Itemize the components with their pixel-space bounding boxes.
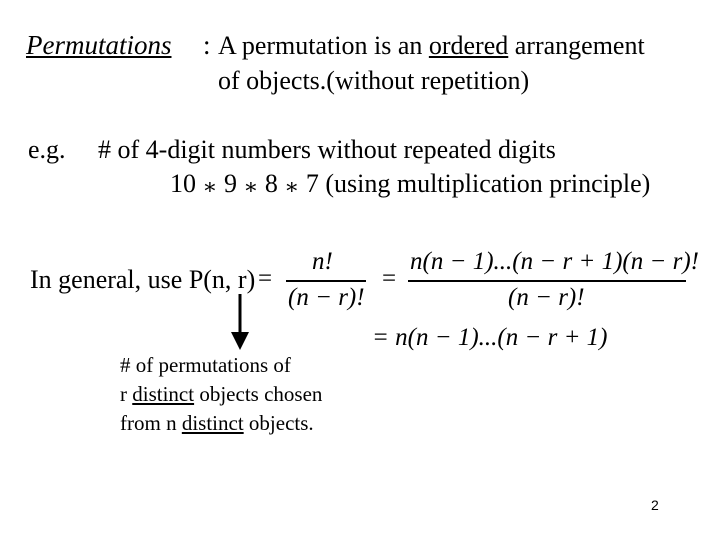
definition-text-b: arrangement — [508, 31, 645, 60]
note-line-3 — [120, 411, 314, 436]
distinct-word: distinct — [181, 411, 244, 435]
note-text: r — [120, 382, 133, 406]
fraction1-bar — [286, 280, 366, 282]
note-line-2 — [120, 382, 322, 407]
definition-text-a: A permutation is an — [218, 31, 429, 60]
equals-sign-1: = — [258, 265, 273, 292]
example-label: e.g. — [28, 135, 66, 164]
definition-line-1 — [218, 31, 645, 61]
example-calculation — [170, 169, 650, 199]
general-lead: In general, use P(n, r) — [30, 265, 256, 294]
page-number: 2 — [651, 497, 659, 513]
calc-term-3: 8 — [264, 169, 278, 198]
term-title: Permutations — [26, 30, 172, 60]
note-text: from n — [120, 411, 182, 435]
calc-term-1: 10 — [170, 169, 196, 198]
fraction2-numerator: n(n − 1)...(n − r + 1)(n − r)! — [410, 248, 699, 275]
equals-sign-2: = — [382, 265, 397, 292]
distinct-word: distinct — [132, 382, 195, 406]
ordered-word: ordered — [428, 31, 509, 60]
note-text: objects. — [243, 411, 314, 435]
fraction1-numerator: n! — [312, 248, 333, 275]
calc-term-4: 7 — [305, 169, 319, 198]
note-line-1: # of permutations of — [120, 353, 291, 377]
fraction2-denominator: (n − r)! — [508, 284, 585, 311]
calc-term-2: 9 — [223, 169, 237, 198]
term-colon: : — [203, 30, 211, 60]
calc-note: (using multiplication principle) — [325, 169, 651, 198]
fraction2-bar — [408, 280, 686, 282]
note-text: objects chosen — [194, 382, 323, 406]
fraction1-denominator: (n − r)! — [288, 284, 365, 311]
definition-line-2: of objects.(without repetition) — [218, 66, 530, 95]
multiply-operator: ∗ — [243, 174, 259, 199]
multiply-operator: ∗ — [202, 174, 218, 199]
example-text: # of 4-digit numbers without repeated digits — [98, 135, 556, 164]
expanded-result: = n(n − 1)...(n − r + 1) — [372, 324, 608, 351]
multiply-operator: ∗ — [284, 174, 300, 199]
down-arrow-icon — [228, 294, 252, 352]
